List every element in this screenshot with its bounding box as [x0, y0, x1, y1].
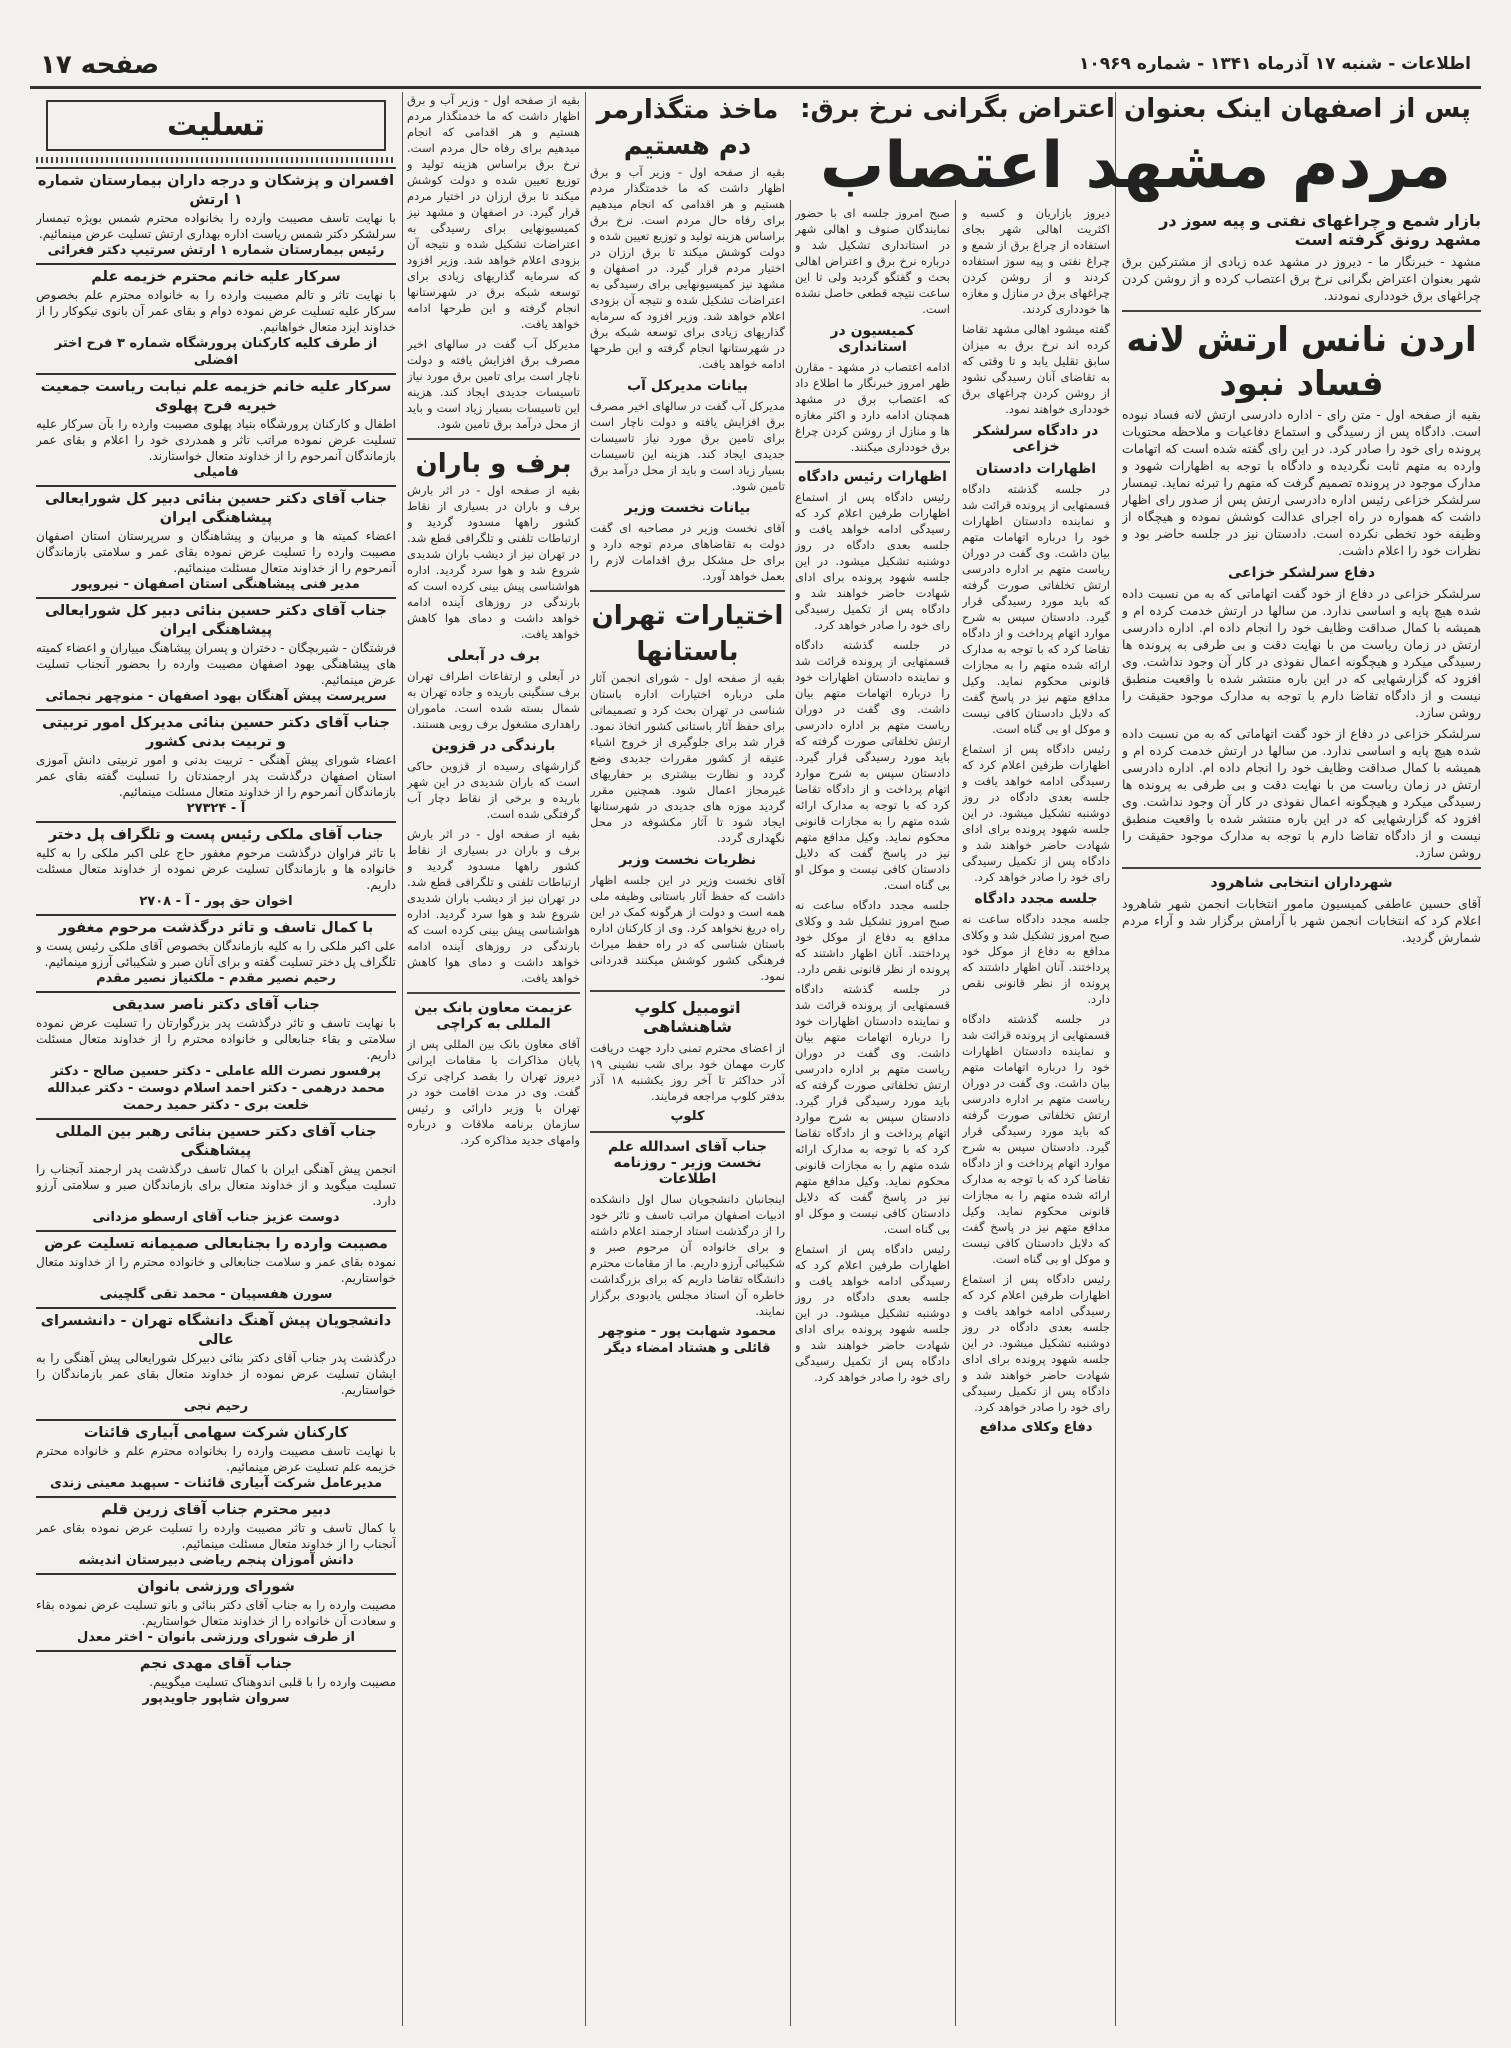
column-middle [590, 92, 785, 2026]
jordan-subhead: دفاع سرلشکر خزاعی [1227, 565, 1376, 581]
jordan-text-2: سرلشکر خزاعی در دفاع از خود گفت اتهاماتی که به من نسبت داده شده هیچ پایه و اساسی ندارد. من سالها در ارتش خدمت کرده ام و همیشه با کمال صداقت وظایف خود را انجام داده ام. اداره دادرسی ارتش در زمان ریاست من با نهایت دقت و بی طرفی به پرونده ها رسیدگی میکرد و هیچگونه اعمال نفوذی در کار آن وجود نداشت. وی افزود که گزارشهایی که در این باره منتشر شده با واقعیت منطبق نیست و از دادگاه تقاضا دارم با توجه به مدارک موجود حقیقت را روشن سازد. [1122, 586, 1481, 720]
condolence-sign: از طرف کلیه کارکنان پرورشگاه شماره ۳ فرح اختر افضلی [54, 336, 378, 368]
condolence-sign: مدیرعامل شرکت آبیاری قائنات - سپهبد معینی زندی [49, 1476, 383, 1491]
ministry-text: بقیه از صفحه اول - وزیر آب و برق اظهار داشت که ما خدمتگذار مردم هستیم و هر اقدامی که انجام میدهیم برای رفاه حال مردم است. نرخ برق براساس هزینه تولید و توزیع تعیین شده و دولت کوشش میکند تا برق ارزان در اختیار مردم قرار گیرد. در اصفهان و مشهد نیز کمیسیونهایی برای رسیدگی به اعتراضات تشکیل شده و نتیجه آن بزودی اعلام خواهد شد. وزیر افزود که سرمایه گذاریهای زیادی برای توسعه شبکه برق در شهرستانها انجام گرفته و این طرحها ادامه خواهد یافت. [590, 165, 785, 371]
snow-headline: برف و باران [415, 449, 572, 479]
divider [407, 992, 580, 994]
condolence-body: اطفال و کارکنان پرورشگاه بنیاد پهلوی مصیبت وارده را بآن سرکار علیه تسلیت عرض نموده مراتب تاثر و همدردی خود را اعلام و بقای عمر بازماندگان آنمرحوم را از خداوند متعال خواستارند. [36, 417, 396, 463]
condolence-notice [36, 709, 396, 817]
snow-text-3: گزارشهای رسیده از قزوین حاکی است که باران شدیدی در این شهر باریده و برخی از نقاط دچار آب گرفتگی شده است. [407, 759, 580, 821]
condolence-body: فرشتگان - شیربچگان - دختران و پسران پیشاهنگ مییاران و اعضاء کمیته های پیشاهنگی بهود اصفهان مصیبت وارده را بحضور آنجناب تسلیت عرض مینمائیم. [36, 641, 396, 687]
page-number: صفحه ۱۷ [40, 50, 160, 80]
lead-paragraph: دیروز بازاریان و کسبه و اکثریت اهالی شهر بجای استفاده از چراغ برق از شمع و چراغ نفتی و پیه سوز استفاده کردند و از روشن کردن چراغهای برق در منازل و مغازه ها خودداری کردند. [962, 206, 1110, 316]
court-text-3: جلسه مجدد دادگاه ساعت نه صبح امروز تشکیل شد و وکلای مدافع به دفاع از موکل خود پرداختند. آنان اظهار داشتند که پرونده از نظر قانونی نقص دارد. [795, 898, 950, 976]
lead-subhead: بازار شمع و چراغهای نفتی و پیه سوز در مشهد رونق گرفته است [1159, 211, 1481, 249]
jordan-text-3: سرلشکر خزاعی در دفاع از خود گفت اتهاماتی که به من نسبت داده شده هیچ پایه و اساسی ندارد. من سالها در ارتش خدمت کرده ام و همیشه با کمال صداقت وظایف خود را انجام داده ام. اداره دادرسی ارتش در زمان ریاست من با نهایت دقت و بی طرفی به پرونده ها رسیدگی میکرد و هیچگونه اعمال نفوذی در کار آن وجود نداشت. وی افزود که گزارشهایی که در این باره منتشر شده با واقعیت منطبق نیست و از دادگاه تقاضا دارم با توجه به مدارک موجود حقیقت را روشن سازد. [1122, 726, 1481, 860]
condolence-body: علی اکبر ملکی را به کلیه بازماندگان بخصوص آقای ملکی رئیس پست و تلگراف پل دختر تسلیت گفته و برای آنان صبر و شکیبائی آرزو مینمائیم. [36, 939, 396, 969]
court-text-2: رئیس دادگاه پس از استماع اظهارات طرفین اعلام کرد که رسیدگی ادامه خواهد یافت و جلسه بعدی دادگاه در روز دوشنبه تشکیل میشود. در این جلسه شهود پرونده برای ادای شهادت حاضر خواهند شد و دادگاه پس از تکمیل رسیدگی رای خود را صادر خواهد کرد. [962, 1272, 1110, 1414]
court-text: در جلسه گذشته دادگاه قسمتهایی از پرونده قرائت شد و نماینده دادستان اظهارات خود را درباره اتهامات متهم بیان داشت. وی گفت در دوران ریاست متهم بر اداره دادرسی ارتش تخلفاتی صورت گرفته که باید مورد رسیدگی قرار گیرد. دادستان سپس به شرح موارد اتهام پرداخت و از دادگاه تقاضا کرد که با توجه به مدارک ارائه شده متهم را به مجازات قانونی محکوم نماید. وکیل مدافع متهم نیز در پاسخ گفت که دلایل دادستان کافی نیست و موکل او بی گناه است. [795, 982, 950, 1236]
column-rule [955, 200, 956, 2026]
column-lead-cont [962, 205, 1110, 2026]
condolence-name: جناب آقای دکتر ناصر سدیقی [112, 997, 320, 1013]
divider [36, 157, 396, 163]
condolences-title: تسلیت [46, 100, 386, 151]
condolence-name: افسران و پزشکان و درجه داران بیمارستان شماره ۱ ارتش [37, 173, 395, 208]
condolence-body: با نهایت تاثر و تالم مصیبت وارده را به خانواده محترم علم بخصوص سرکار علیه تسلیت عرض نموده دوام و بقای عمر آن بانوی نیکوکار را از خداوند ایزد متعال خواهانیم. [36, 288, 396, 334]
court-sign: دفاع وکلای مدافع [979, 1420, 1093, 1435]
condolence-sign: فامیلی [193, 465, 239, 480]
condolence-notice [36, 167, 396, 259]
court-text: در جلسه گذشته دادگاه قسمتهایی از پرونده قرائت شد و نماینده دادستان اظهارات خود را درباره اتهامات متهم بیان داشت. وی گفت در دوران ریاست متهم بر اداره دادرسی ارتش تخلفاتی صورت گرفته که باید مورد رسیدگی قرار گیرد. دادستان سپس به شرح موارد اتهام پرداخت و از دادگاه تقاضا کرد که با توجه به مدارک ارائه شده متهم را به مجازات قانونی محکوم نماید. وکیل مدافع متهم نیز در پاسخ گفت که دلایل دادستان کافی نیست و موکل او بی گناه است. [962, 1012, 1110, 1266]
antiquities-headline: اختیارات تهران باستانها [591, 601, 784, 667]
snow-text: بقیه از صفحه اول - در اثر بارش برف و باران در بسیاری از نقاط کشور راهها مسدود گردید و ارتباطات تلفنی و تلگرافی قطع شد. در تهران نیز از دیشب باران شدیدی شروع شد و هوا سرد گردید. اداره هواشناسی پیش بینی کرده است که بارندگی در روزهای آینده ادامه خواهد داشت و دمای هوا کاهش خواهد یافت. [407, 827, 580, 985]
condolence-sign: رحیم نجی [183, 1399, 249, 1414]
condolences-list [36, 167, 396, 1707]
condolence-body: اعضاء شورای پیش آهنگی - تربیت بدنی و امور تربیتی دانش آموزی استان اصفهان درگذشت پدر ارجمندتان را تسلیت گفته بقای عمر بازماندگان آنمرحوم را از خداوند متعال مسئلت مینمائیم. [36, 753, 396, 799]
condolence-name: جناب آقای مهدی نجم [139, 1656, 293, 1672]
column-condolences [36, 92, 396, 2026]
snow-text: بقیه از صفحه اول - در اثر بارش برف و باران در بسیاری از نقاط کشور راهها مسدود گردید و ارتباطات تلفنی و تلگرافی قطع شد. در تهران نیز از دیشب باران شدیدی شروع شد و هوا سرد گردید. اداره هواشناسی پیش بینی کرده است که بارندگی در روزهای آینده ادامه خواهد داشت و دمای هوا کاهش خواهد یافت. [407, 483, 580, 641]
condolence-body: اعضاء کمیته ها و مربیان و پیشاهنگان و سرپرستان استان اصفهان مصیبت وارده را تسلیت عرض نموده بقای عمر و سلامتی بازماندگان آنمرحوم را از خداوند متعال مسئلت مینمائیم. [36, 529, 396, 575]
club-sign: کلوپ [670, 1109, 705, 1124]
issue-info: اطلاعات - شنبه ۱۷ آذرماه ۱۳۴۱ - شماره ۱۰۹۶۹ [1079, 54, 1471, 74]
karachi-headline: عزیمت معاون بانک بین المللی به کراچی [414, 1000, 573, 1032]
ministry-text-2: مدیرکل آب گفت در سالهای اخیر مصرف برق افزایش یافته و دولت ناچار است برای تامین برق مورد نیاز تاسیسات جدیدی ایجاد کند. هزینه این تاسیسات بسیار زیاد است و باید از محل درآمد برق تامین شود. [407, 337, 580, 431]
condolence-sign: سروان شاپور جاویدپور [142, 1691, 290, 1706]
condolence-notice [36, 914, 396, 987]
ministry-subhead: بیانات نخست وزیر [624, 500, 751, 516]
condolence-sign: آ - ۲۷۳۲۴ [186, 801, 246, 816]
condolence-name: دبیر محترم جناب آقای زرین قلم [101, 1502, 331, 1518]
condolence-notice [36, 1307, 396, 1415]
condolence-notice [36, 373, 396, 481]
condolence-notice [36, 1650, 396, 1707]
court-subhead: اظهارات دادستان [975, 461, 1097, 477]
divider [590, 1131, 785, 1133]
condolence-name: کارکنان شرکت سهامی آبیاری قائنات [83, 1425, 349, 1441]
condolence-body: با کمال تاسف و تاثر مصیبت وارده را تسلیت عرض نموده بقای عمر آنجناب را از خداوند متعال مسئلت مینمائیم. [36, 1521, 396, 1551]
divider [1122, 310, 1481, 312]
condolence-notice [36, 991, 396, 1114]
condolence-notice [36, 597, 396, 705]
ministry-subhead: بیانات مدیرکل آب [627, 378, 748, 394]
divider [1122, 867, 1481, 869]
condolence-name: مصیبت وارده را بجنابعالی صمیمانه تسلیت عرض [44, 1236, 388, 1252]
court-subhead: اظهارات رئیس دادگاه [798, 469, 947, 485]
condolence-notice [36, 1230, 396, 1303]
lead-paragraph: ادامه اعتصاب در مشهد - مقارن ظهر امروز خبرنگار ما اطلاع داد که اعتصاب برق در مشهد همچنان ادامه دارد و اکثر مغازه ها و منازل از روشن کردن چراغ برق خودداری میکنند. [795, 360, 950, 454]
condolence-name: با کمال تاسف و تاثر درگذشت مرحوم مغفور [58, 920, 374, 936]
column-jordan [1122, 205, 1481, 2026]
snow-text-2: در آبعلی و ارتفاعات اطراف تهران برف سنگینی باریده و جاده تهران به شمال بسته شده است. ماموران راهداری مشغول برف روبی هستند. [407, 669, 580, 731]
ministry-text: بقیه از صفحه اول - وزیر آب و برق اظهار داشت که ما خدمتگذار مردم هستیم و هر اقدامی که انجام میدهیم برای رفاه حال مردم است. نرخ برق براساس هزینه تولید و توزیع تعیین شده و دولت کوشش میکند تا برق ارزان در اختیار مردم قرار گیرد. در اصفهان و مشهد نیز کمیسیونهایی برای رسیدگی به اعتراضات تشکیل شده و نتیجه آن بزودی اعلام خواهد شد. وزیر افزود که سرمایه گذاریهای زیادی برای توسعه شبکه برق در شهرستانها انجام گرفته و این طرحها ادامه خواهد یافت. [407, 93, 580, 331]
lead-paragraph: گفته میشود اهالی مشهد تقاضا کرده اند نرخ برق به میزان سابق تقلیل یابد و تا وقتی که به تقاضای آنان رسیدگی نشود از روشن کردن چراغهای برق خودداری خواهند نمود. [962, 322, 1110, 416]
wide-headline: جناب آقای اسدالله علم نخست وزیر - روزنامه اطلاعات [608, 1139, 767, 1187]
condolence-sign: سرپرست پیش آهنگان بهود اصفهان - منوچهر نجمائی [45, 689, 387, 704]
court-text-2: رئیس دادگاه پس از استماع اظهارات طرفین اعلام کرد که رسیدگی ادامه خواهد یافت و جلسه بعدی دادگاه در روز دوشنبه تشکیل میشود. در این جلسه شهود پرونده برای ادای شهادت حاضر خواهند شد و دادگاه پس از تکمیل رسیدگی رای خود را صادر خواهد کرد. [795, 1242, 950, 1384]
condolence-body: انجمن پیش آهنگی ایران با کمال تاسف درگذشت پدر ارجمند آنجناب را تسلیت میگوید و از خداوند متعال برای بازماندگان صبر و سلامتی آرزو دارد. [36, 1162, 396, 1208]
condolence-sign: مدیر فنی پیشاهنگی استان اصفهان - نیروپور [72, 577, 360, 592]
condolence-name: جناب آقای دکتر حسین بنائی مدیرکل امور تربیتی و تربیت بدنی کشور [42, 715, 390, 750]
shahrud-head: شهرداران انتخابی شاهرود [1210, 875, 1393, 891]
condolence-body: با نهایت تاسف و تاثر درگذشت پدر بزرگوارتان را تسلیت عرض نموده سلامتی و بقاء جنابعالی و خانواده محترم را از خداوند متعال مسئلت داریم. [36, 1016, 396, 1062]
commission-subhead: کمیسیون در استانداری [830, 323, 915, 355]
condolence-notice [36, 1496, 396, 1569]
antiquities-text-2: آقای نخست وزیر در این جلسه اظهار داشت که حفظ آثار باستانی وظیفه ملی همه است و دولت از هرگونه کمک در این راه دریغ نخواهد کرد. وی از کارکنان اداره باستان شناسی که در راه حفظ میراث فرهنگی کشور کوشش میکنند قدردانی نمود. [590, 873, 785, 983]
condolence-notice [36, 1419, 396, 1492]
antiquities-subhead: نظریات نخست وزیر [618, 852, 757, 868]
court-subhead: جلسه مجدد دادگاه [974, 891, 1098, 907]
jordan-text: بقیه از صفحه اول - متن رای - اداره دادرسی ارتش لانه فساد نبوده است. دادگاه پس از رسیدگی و استماع دفاعیات و ملاحظه محتویات پرونده رای خود را صادر کرد. در این رای گفته شده است که اتهامات وارده به متهم ثابت نگردیده و دادگاه با توجه به اظهارات شهود و مدارک موجود در پرونده تصمیم گرفت که متهم را تبرئه نماید. تیمسار سرلشکر خزاعی رئیس اداره دادرسی ارتش پس از صدور رای اظهار داشت که همواره در راه اجرای عدالت کوشش نموده و هیچگاه از وظیفه خود تخطی نکرده است. دادستان نیز در جلسه حاضر بود و نظرات خود را اعلام داشت. [1122, 407, 1481, 558]
condolence-sign: پرفسور نصرت الله عاملی - دکتر حسین صالح - دکتر محمد درهمی - دکتر احمد اسلام دوست - دکتر عبدالله خلعت بری - دکتر حمید رحمت [47, 1064, 385, 1113]
condolence-name: جناب آقای ملکی رئیس پست و تلگراف پل دختر [48, 827, 384, 843]
condolence-body: مصیبت وارده را به جناب آقای دکتر بنائی و بانو تسلیت عرض نموده بقاء و سعادت آن خانواده را از خداوند متعال خواستاریم. [36, 1598, 396, 1628]
condolence-body: با تاثر فراوان درگذشت مرحوم مغفور حاج علی اکبر ملکی را به کلیه خانواده ها و بازماندگان تسلیت عرض نموده از خداوند متعال مسئلت داریم. [36, 846, 396, 892]
condolence-sign: اخوان حق پور - آ - ۲۷۰۸ [139, 894, 293, 909]
lead-kicker: پس از اصفهان اینک بعنوان اعتراض بگرانی نرخ برق: [800, 94, 1471, 124]
condolence-body: با نهایت تاسف مصیبت وارده را بخانواده محترم شمس بویژه تیمسار سرلشکر دکتر شمس ریاست اداره بهداری ارتش تسلیت عرض مینمائیم. [36, 211, 396, 241]
divider [795, 461, 950, 463]
ministry-text-3: آقای نخست وزیر در مصاحبه ای گفت دولت به تقاضاهای مردم توجه دارد و برای حل مشکل برق اقدامات لازم را بعمل خواهد آورد. [590, 521, 785, 583]
condolence-name: جناب آقای دکتر حسین بنائی دبیر کل شورایعالی پیشاهنگی ایران [45, 603, 387, 638]
condolence-notice [36, 821, 396, 910]
condolence-body: درگذشت پدر جناب آقای دکتر بنائی دبیرکل شورایعالی پیش آهنگی را به ایشان تسلیت عرض نموده از خداوند متعال بقای عمر بازماندگان را خواستاریم. [36, 1351, 396, 1397]
jordan-headline: اردن نانس ارتش لانه فساد نبود [1126, 320, 1477, 404]
condolence-notice [36, 1118, 396, 1226]
condolence-name: دانشجویان پیش آهنگ دانشگاه تهران - دانشسرای عالی [40, 1313, 392, 1348]
column-rule [790, 200, 791, 2026]
column-rule [402, 92, 403, 2026]
court-headline: در دادگاه سرلشکر خزاعی [973, 423, 1099, 455]
condolence-sign: دانش آموزان پنجم ریاضی دبیرستان اندیشه [78, 1553, 354, 1568]
condolence-notice [36, 263, 396, 369]
court-text: در جلسه گذشته دادگاه قسمتهایی از پرونده قرائت شد و نماینده دادستان اظهارات خود را درباره اتهامات متهم بیان داشت. وی گفت در دوران ریاست متهم بر اداره دادرسی ارتش تخلفاتی صورت گرفته که باید مورد رسیدگی قرار گیرد. دادستان سپس به شرح موارد اتهام پرداخت و از دادگاه تقاضا کرد که با توجه به مدارک ارائه شده متهم را به مجازات قانونی محکوم نماید. وکیل مدافع متهم نیز در پاسخ گفت که دلایل دادستان کافی نیست و موکل او بی گناه است. [795, 638, 950, 892]
ministry-headline: ماخذ متگذارمر دم هستیم [596, 95, 779, 161]
condolence-name: سرکار علیه خانم محترم خزیمه علم [91, 269, 341, 285]
condolence-name: سرکار علیه خانم خزیمه علم نیابت ریاست جمعیت خیریه فرح پهلوی [40, 379, 392, 414]
condolence-sign: دوست عزیز جناب آقای ارسطو مزدانی [92, 1210, 340, 1225]
divider [590, 990, 785, 992]
condolence-sign: رئیس بیمارستان شماره ۱ ارتش سرتیپ دکتر فغرائی [47, 243, 385, 258]
court-text-2: رئیس دادگاه پس از استماع اظهارات طرفین اعلام کرد که رسیدگی ادامه خواهد یافت و جلسه بعدی دادگاه در روز دوشنبه تشکیل میشود. در این جلسه شهود پرونده برای ادای شهادت حاضر خواهند شد و دادگاه پس از تکمیل رسیدگی رای خود را صادر خواهد کرد. [795, 490, 950, 632]
condolence-notice [36, 485, 396, 593]
lead-paragraph: مشهد - خبرنگار ما - دیروز در مشهد عده زیادی از مشترکین برق شهر بعنوان اعتراض بگرانی نرخ برق اعتصاب کرده و از روشن کردن چراغهای برق خودداری نمودند. [1122, 254, 1481, 303]
ministry-text-2: مدیرکل آب گفت در سالهای اخیر مصرف برق افزایش یافته و دولت ناچار است برای تامین برق مورد نیاز تاسیسات جدیدی ایجاد کند. هزینه این تاسیسات بسیار زیاد است و باید از محل درآمد برق تامین شود. [590, 399, 785, 493]
condolence-sign: رحیم نصیر مقدم - ملکنیاز نصیر مقدم [96, 971, 336, 986]
divider [590, 590, 785, 592]
club-headline: اتومبیل کلوپ شاهنشاهی [634, 998, 741, 1036]
condolence-notice [36, 1573, 396, 1646]
condolence-body: نموده بقای عمر و سلامت جنابعالی و خانواده محترم را از خداوند متعال خواستاریم. [36, 1255, 396, 1285]
condolence-name: شورای ورزشی بانوان [137, 1579, 295, 1595]
club-text: از اعضای محترم تمنی دارد جهت دریافت کارت مهمان خود برای شب نشینی ۱۹ آذر حداکثر تا آخر روز یکشنبه ۱۸ آذر بدفتر کلوپ مراجعه فرمایند. [590, 1041, 785, 1103]
condolence-body: مصیبت وارده را با قلبی اندوهناک تسلیت میگوییم. [149, 1675, 396, 1689]
column-rule [1115, 92, 1116, 2026]
court-text: در جلسه گذشته دادگاه قسمتهایی از پرونده قرائت شد و نماینده دادستان اظهارات خود را درباره اتهامات متهم بیان داشت. وی گفت در دوران ریاست متهم بر اداره دادرسی ارتش تخلفاتی صورت گرفته که باید مورد رسیدگی قرار گیرد. دادستان سپس به شرح موارد اتهام پرداخت و از دادگاه تقاضا کرد که با توجه به مدارک ارائه شده متهم را به مجازات قانونی محکوم نماید. وکیل مدافع متهم نیز در پاسخ گفت که دلایل دادستان کافی نیست و موکل او بی گناه است. [962, 482, 1110, 736]
lead-headline: مردم مشهد اعتصاب [820, 129, 1451, 202]
condolence-sign: از طرف شورای ورزشی بانوان - اختر معدل [77, 1630, 355, 1645]
antiquities-text: بقیه از صفحه اول - شورای انجمن آثار ملی درباره اختیارات اداره باستان شناسی در تهران بحث کرد و تصمیماتی برای حفظ آثار باستانی کشور اتخاذ نمود. قرار شد برای جلوگیری از خروج اشیاء عتیقه از کشور مقررات جدیدی وضع گردد و نظارت بیشتری بر حفاریهای غیرمجاز اعمال شود. همچنین مقرر گردید موزه های جدیدی در شهرستانها ایجاد شود تا آثار مکشوفه در محل نگهداری گردد. [590, 671, 785, 845]
snow-subhead: بارندگی در قزوین [431, 738, 556, 754]
karachi-text: آقای معاون بانک بین المللی پس از پایان مذاکرات با مقامات ایرانی دیروز تهران را بقصد کراچی ترک گفت. وی در مدت اقامت خود در تهران با وزیر دارائی و رئیس سازمان برنامه ملاقات و درباره وامهای جدید مذاکره کرد. [407, 1037, 580, 1147]
wide-sign: محمود شهابت پور - منوچهر قائلی و هشتاد امضاء دیگر [598, 1324, 777, 1356]
column-commission [795, 205, 950, 2026]
lead-story [790, 92, 1481, 202]
wide-text: اینجانبان دانشجویان سال اول دانشکده ادبیات اصفهان مراتب تاسف و تاثر خود را از درگذشت استاد ارجمند اعلام داشته و برای خانواده آن مرحوم صبر و شکیبائی آرزو داریم. ما از مقامات محترم دانشگاه تقاضا داریم که برای بزرگداشت خاطره آن استاد مجلس یادبودی برگزار نمایند. [590, 1192, 785, 1318]
court-text-2: رئیس دادگاه پس از استماع اظهارات طرفین اعلام کرد که رسیدگی ادامه خواهد یافت و جلسه بعدی دادگاه در روز دوشنبه تشکیل میشود. در این جلسه شهود پرونده برای ادای شهادت حاضر خواهند شد و دادگاه پس از تکمیل رسیدگی رای خود را صادر خواهد کرد. [962, 742, 1110, 884]
snow-subhead: برف در آبعلی [446, 648, 541, 664]
court-text-3: جلسه مجدد دادگاه ساعت نه صبح امروز تشکیل شد و وکلای مدافع به دفاع از موکل خود پرداختند. آنان اظهار داشتند که پرونده از نظر قانونی نقص دارد. [962, 912, 1110, 1006]
column-rule [585, 92, 586, 2026]
condolence-name: جناب آقای دکتر حسین بنائی رهبر بین المللی پیشاهنگی [55, 1124, 377, 1159]
lead-paragraph: صبح امروز جلسه ای با حضور نمایندگان صنوف و اهالی شهر در استانداری تشکیل شد و درباره نرخ برق و اعتراض اهالی بحث و گفتگو گردید ولی تا این ساعت نتیجه قطعی حاصل نشده است. [795, 206, 950, 316]
page-header [30, 46, 1481, 89]
condolence-name: جناب آقای دکتر حسین بنائی دبیر کل شورایعالی پیشاهنگی ایران [45, 491, 387, 526]
column-snow [407, 92, 580, 2026]
condolence-body: با نهایت تاسف مصیبت وارده را بخانواده محترم علم و خانواده محترم خزیمه علم تسلیت عرض مینمائیم. [36, 1444, 396, 1474]
shahrud-text: آقای حسین عاطفی کمیسیون مامور انتخابات انجمن شهر شاهرود اعلام کرد که انتخابات انجمن شهر با آرامش برگزار شد و آراء مردم شمارش گردید. [1122, 896, 1481, 945]
divider [407, 438, 580, 440]
condolence-sign: سورن هفسپیان - محمد تقی گلچینی [99, 1287, 333, 1302]
